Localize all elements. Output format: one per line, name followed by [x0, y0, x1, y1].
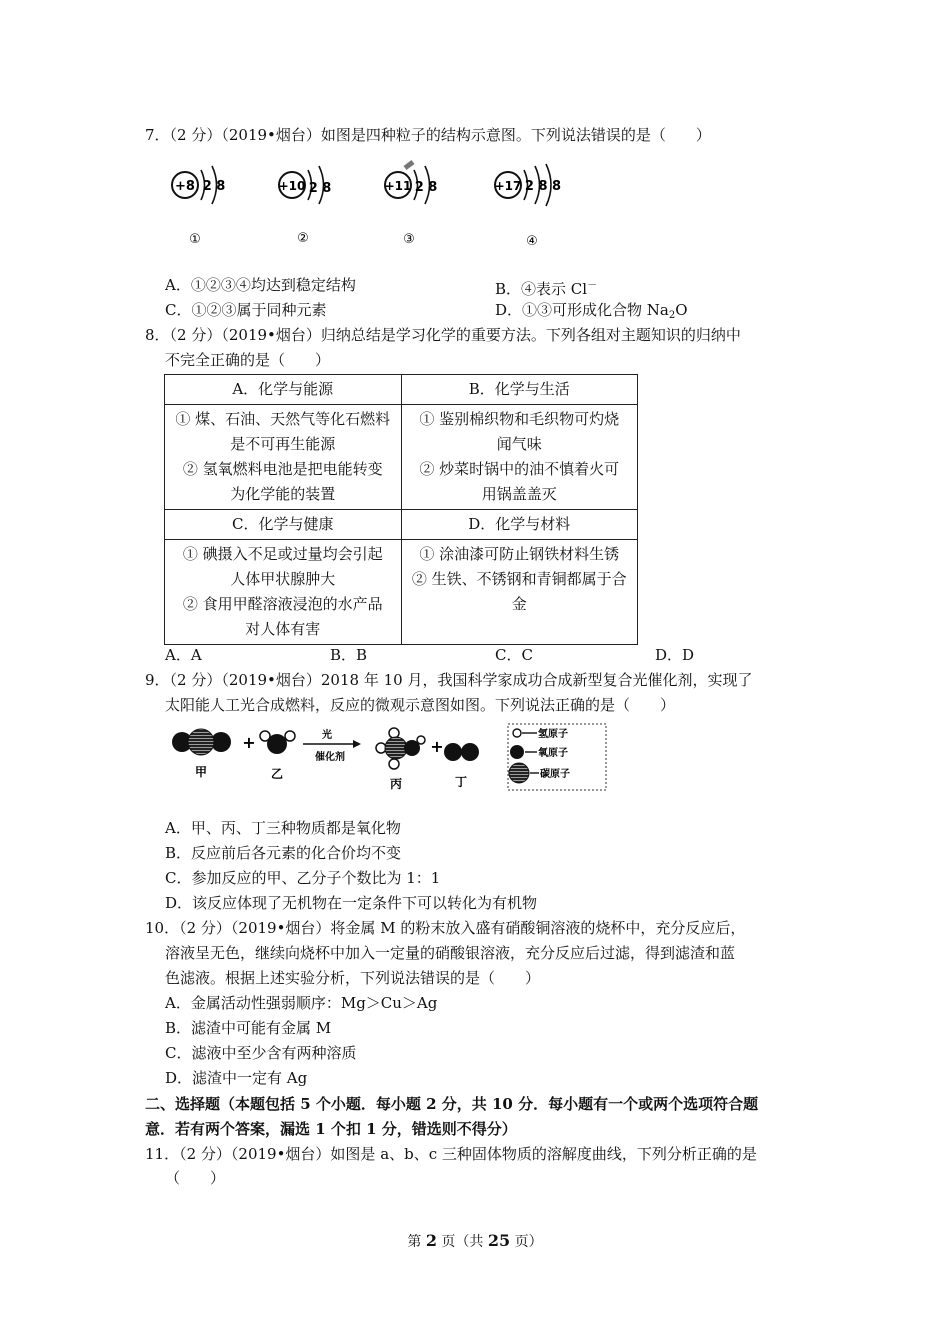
label-jia: 甲 [194, 765, 208, 779]
label-bing: 丙 [389, 777, 403, 791]
q7-particle-diagrams [165, 158, 585, 253]
label-yi: 乙 [270, 767, 284, 781]
table-d-line: ① 涂油漆可防止钢铁材料生锈 [419, 545, 620, 563]
q7-option-c: C．①②③属于同种元素 [165, 301, 327, 319]
q9-stem-line1: 9．（2 分）（2019•烟台）2018 年 10 月，我国科学家成功合成新型复合光催化剂，实现了 [145, 671, 753, 689]
table-cell-d [401, 540, 638, 645]
particle-2-label: ② [297, 231, 309, 246]
q10-stem-line2: 溶液呈无色，继续向烧杯中加入一定量的硝酸银溶液，充分反应后过滤，得到滤渣和蓝 [165, 944, 736, 962]
reaction-arrow [303, 728, 361, 763]
q7-option-d-tail: O [675, 301, 688, 319]
table-head-b: B．化学与生活 [401, 375, 638, 405]
table-cell-b [401, 405, 638, 510]
particle-2-shells: 2 8 [308, 181, 332, 196]
q9-stem-line2: 太阳能人工光合成燃料，反应的微观示意图如图。下列说法正确的是（ ） [165, 696, 676, 714]
molecule-jia [172, 729, 231, 779]
plus-sign: + [430, 737, 444, 756]
particle-1 [172, 166, 225, 247]
table-head-d: D．化学与材料 [401, 510, 638, 540]
section2-heading-line2: 意．若有两个答案，漏选 1 个扣 1 分，错选则不得分） [145, 1120, 517, 1138]
q8-option-b: B．B [330, 646, 368, 664]
q9-option-a: A．甲、丙、丁三种物质都是氧化物 [165, 819, 401, 837]
table-cell-a [165, 405, 402, 510]
q7-option-b-charge: － [587, 280, 598, 291]
q10-stem-line3: 色滤液。根据上述实验分析，下列说法错误的是（ ） [165, 969, 541, 987]
footer-total-pages: 25 [487, 1231, 511, 1250]
table-b-line: 闻气味 [496, 435, 542, 453]
page-footer [0, 1231, 950, 1251]
legend-oxygen: 氧原子 [538, 748, 568, 759]
q10-option-d: D．滤渣中一定有 Ag [165, 1069, 308, 1087]
particle-1-shells: 2 8 [202, 179, 226, 194]
particle-3-shells: 2 8 [414, 180, 438, 195]
table-c-line: ② 食用甲醛溶液浸泡的水产品 [182, 595, 383, 613]
table-c-line: ① 碘摄入不足或过量均会引起 [182, 545, 383, 563]
q9-option-d: D．该反应体现了无机物在一定条件下可以转化为有机物 [165, 894, 538, 912]
particle-4-label: ④ [526, 234, 538, 249]
table-b-line: 用锅盖盖灭 [481, 485, 557, 503]
particle-4-shells: 2 8 8 [524, 179, 562, 194]
q8-option-c: C．C [495, 646, 533, 664]
particle-4-nucleus: +17 [494, 179, 522, 193]
table-b-line: ② 炒菜时锅中的油不慎着火可 [419, 460, 620, 478]
particle-1-nucleus: +8 [175, 179, 195, 194]
q7-option-d-subscript: 2 [668, 310, 676, 321]
particle-1-label: ① [189, 232, 201, 247]
footer-suffix: 页） [510, 1234, 543, 1250]
arrow-label-light: 光 [322, 730, 332, 741]
molecule-bing [376, 728, 425, 791]
particle-3-label: ③ [403, 232, 415, 247]
table-c-line: 人体甲状腺肿大 [230, 570, 336, 588]
q7-option-b-text: B．④表示 Cl [495, 280, 588, 298]
table-cell-c [165, 540, 402, 645]
footer-page-number: 2 [425, 1231, 437, 1250]
table-d-line: 金 [511, 595, 527, 613]
legend-hydrogen: 氢原子 [538, 729, 568, 740]
table-c-line: 对人体有害 [245, 620, 321, 638]
particle-2-nucleus: +10 [278, 179, 306, 193]
q7-stem: 7．（2 分）（2019•烟台）如图是四种粒子的结构示意图。下列说法错误的是（ ） [145, 126, 711, 144]
atom-legend [508, 724, 606, 790]
table-a-line: 是不可再生能源 [230, 435, 336, 453]
q9-option-c: C．参加反应的甲、乙分子个数比为 1：1 [165, 869, 441, 887]
label-ding: 丁 [454, 775, 468, 789]
q8-option-d: D．D [655, 646, 695, 664]
table-a-line: ① 煤、石油、天然气等化石燃料 [175, 410, 391, 428]
q11-stem-line2: （ ） [165, 1169, 226, 1187]
q11-stem-line1: 11．（2 分）（2019•烟台）如图是 a、b、c 三种固体物质的溶解度曲线，下列分析正确的是 [145, 1145, 757, 1163]
table-head-c: C．化学与健康 [165, 510, 402, 540]
q9-option-b: B．反应前后各元素的化合价均不变 [165, 844, 402, 862]
particle-3-nucleus: +11 [384, 179, 412, 193]
q10-stem-line1: 10．（2 分）（2019•烟台）将金属 M 的粉末放入盛有硝酸铜溶液的烧杯中，充分反应后， [145, 919, 746, 937]
table-head-a: A．化学与能源 [165, 375, 402, 405]
table-a-line: ② 氢氧燃料电池是把电能转变 [182, 460, 383, 478]
particle-2 [279, 166, 332, 246]
section2-heading-line1: 二、选择题（本题包括 5 个小题．每小题 2 分，共 10 分．每小题有一个或两个选项符合题 [145, 1095, 759, 1113]
legend-carbon: 碳原子 [540, 769, 570, 780]
footer-middle: 页（共 [436, 1234, 488, 1250]
q10-option-b: B．滤渣中可能有金属 M [165, 1019, 332, 1037]
table-d-line: ② 生铁、不锈钢和青铜都属于合 [411, 570, 627, 588]
table-a-line: 为化学能的装置 [230, 485, 336, 503]
q8-option-a: A．A [165, 646, 202, 664]
q10-option-c: C．滤液中至少含有两种溶质 [165, 1044, 357, 1062]
q8-stem-line1: 8．（2 分）（2019•烟台）归纳总结是学习化学的重要方法。下列各组对主题知识的归纳中 [145, 326, 741, 344]
table-b-line: ① 鉴别棉织物和毛织物可灼烧 [419, 410, 620, 428]
plus-sign: + [242, 733, 256, 752]
arrow-label-catalyst: 催化剂 [315, 752, 345, 763]
molecule-yi [260, 731, 295, 781]
q7-option-a: A．①②③④均达到稳定结构 [165, 276, 356, 294]
q8-stem-line2: 不完全正确的是（ ） [165, 351, 331, 369]
q8-knowledge-table [164, 374, 638, 645]
particle-4 [495, 164, 561, 249]
molecule-ding [444, 743, 479, 789]
q10-option-a: A．金属活动性强弱顺序：Mg＞Cu＞Ag [165, 994, 438, 1012]
q7-option-d-text: D．①③可形成化合物 Na [495, 301, 669, 319]
footer-prefix: 第 [407, 1234, 426, 1250]
particle-3 [385, 162, 438, 247]
q9-reaction-diagram [165, 722, 610, 794]
